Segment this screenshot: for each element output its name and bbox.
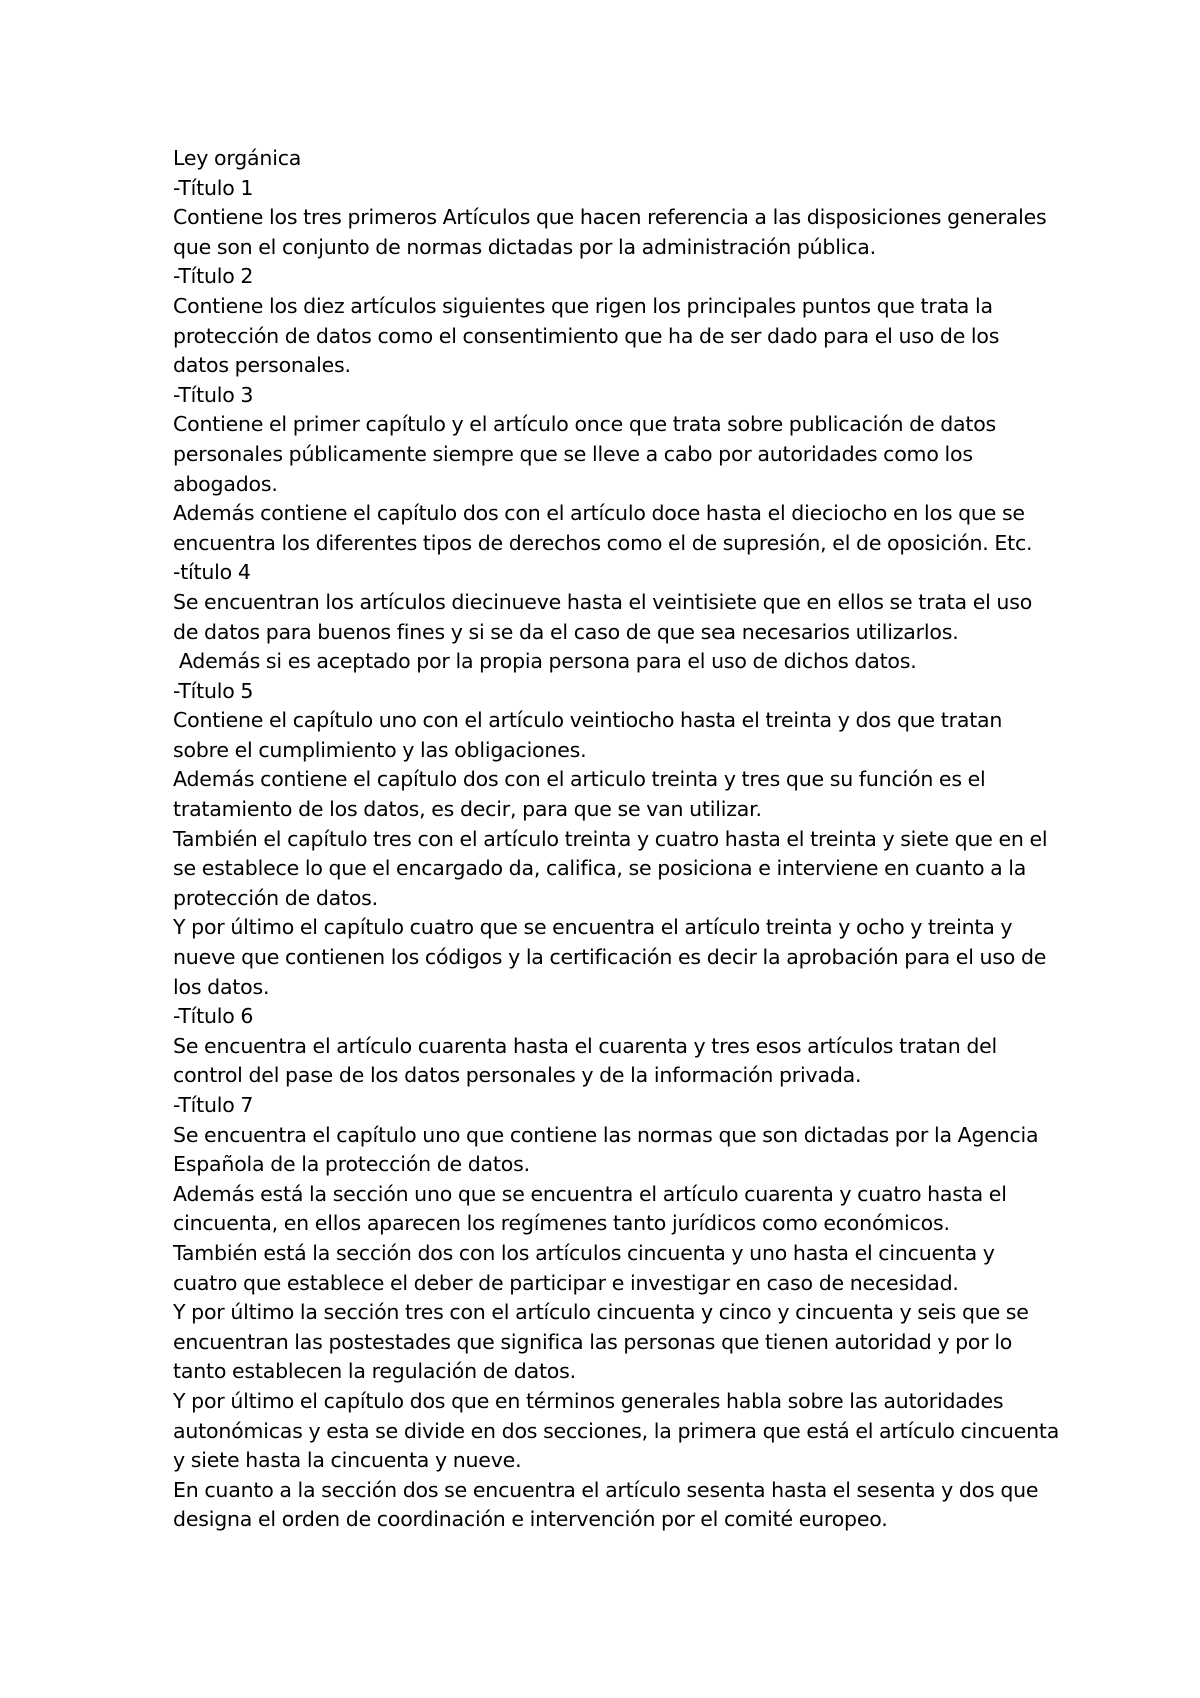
paragraph-line: se establece lo que el encargado da, califica, se posiciona e interviene en cuanto a la bbox=[173, 856, 1027, 881]
section-heading-titulo-2: -Título 2 bbox=[173, 264, 254, 289]
paragraph-line: de datos para buenos fines y si se da el caso de que sea necesarios utilizarlos. bbox=[173, 619, 959, 644]
paragraph-line: nueve que contienen los códigos y la certificación es decir la aprobación para el uso de bbox=[173, 945, 1047, 970]
paragraph-line: Se encuentra el capítulo uno que contiene las normas que son dictadas por la Agencia bbox=[173, 1122, 1039, 1147]
paragraph-line: También el capítulo tres con el artículo treinta y cuatro hasta el treinta y siete que en el bbox=[173, 826, 1048, 851]
paragraph-line: Española de la protección de datos. bbox=[173, 1152, 530, 1177]
paragraph-line: Contiene el capítulo uno con el artículo veintiocho hasta el treinta y dos que tratan bbox=[173, 708, 1003, 733]
section-heading-titulo-6: -Título 6 bbox=[173, 1004, 254, 1029]
paragraph-line: Se encuentran los artículos diecinueve hasta el veintisiete que en ellos se trata el uso bbox=[173, 589, 1033, 614]
paragraph-line: abogados. bbox=[173, 471, 278, 496]
paragraph-line: autonómicas y esta se divide en dos secciones, la primera que está el artículo cincuenta bbox=[173, 1418, 1060, 1443]
document-title: Ley orgánica bbox=[173, 146, 302, 170]
paragraph-line: Contiene los diez artículos siguientes que rigen los principales puntos que trata la bbox=[173, 293, 993, 318]
paragraph-line: designa el orden de coordinación e intervención por el comité europeo. bbox=[173, 1507, 888, 1532]
section-heading-titulo-3: -Título 3 bbox=[173, 382, 254, 407]
paragraph-line: cuatro que establece el deber de participar e investigar en caso de necesidad. bbox=[173, 1270, 959, 1295]
paragraph-line: que son el conjunto de normas dictadas por la administración pública. bbox=[173, 234, 876, 259]
paragraph-line: Además si es aceptado por la propia persona para el uso de dichos datos. bbox=[173, 649, 917, 674]
paragraph-line: los datos. bbox=[173, 974, 270, 999]
section-heading-titulo-5: -Título 5 bbox=[173, 678, 254, 703]
paragraph-line: sobre el cumplimiento y las obligaciones. bbox=[173, 737, 587, 762]
document-body bbox=[173, 144, 1060, 1535]
paragraph-line: personales públicamente siempre que se lleve a cabo por autoridades como los bbox=[173, 441, 973, 466]
paragraph-line: Contiene los tres primeros Artículos que hacen referencia a las disposiciones generales bbox=[173, 205, 1047, 230]
paragraph-line: Además contiene el capítulo dos con el articulo treinta y tres que su función es el bbox=[173, 767, 986, 792]
paragraph-line: encuentran las postestades que significa las personas que tienen autoridad y por lo bbox=[173, 1329, 1013, 1354]
paragraph-line: Y por último el capítulo dos que en términos generales habla sobre las autoridades bbox=[173, 1388, 1004, 1413]
paragraph-line: Contiene el primer capítulo y el artículo once que trata sobre publicación de datos bbox=[173, 412, 997, 437]
paragraph-line: control del pase de los datos personales y de la información privada. bbox=[173, 1063, 862, 1088]
paragraph-line: y siete hasta la cincuenta y nueve. bbox=[173, 1448, 522, 1473]
paragraph-line: Además está la sección uno que se encuentra el artículo cuarenta y cuatro hasta el bbox=[173, 1181, 1007, 1206]
section-heading-titulo-4: -título 4 bbox=[173, 560, 251, 585]
paragraph-line: protección de datos como el consentimiento que ha de ser dado para el uso de los bbox=[173, 323, 1000, 348]
paragraph-line: datos personales. bbox=[173, 353, 351, 378]
paragraph-line: Se encuentra el artículo cuarenta hasta el cuarenta y tres esos artículos tratan del bbox=[173, 1033, 998, 1058]
paragraph-line: Además contiene el capítulo dos con el artículo doce hasta el dieciocho en los que se bbox=[173, 501, 1025, 526]
paragraph-line: También está la sección dos con los artículos cincuenta y uno hasta el cincuenta y bbox=[173, 1240, 995, 1265]
paragraph-line: Y por último el capítulo cuatro que se encuentra el artículo treinta y ocho y treinta y bbox=[173, 915, 1013, 940]
paragraph-line: protección de datos. bbox=[173, 885, 378, 910]
paragraph-line: Y por último la sección tres con el artículo cincuenta y cinco y cincuenta y seis que se bbox=[173, 1300, 1029, 1325]
section-heading-titulo-1: -Título 1 bbox=[173, 175, 254, 200]
paragraph-line: En cuanto a la sección dos se encuentra el artículo sesenta hasta el sesenta y dos que bbox=[173, 1477, 1039, 1502]
section-heading-titulo-7: -Título 7 bbox=[173, 1093, 254, 1117]
paragraph-line: tanto establecen la regulación de datos. bbox=[173, 1359, 576, 1384]
paragraph-line: cincuenta, en ellos aparecen los regímenes tanto jurídicos como económicos. bbox=[173, 1211, 950, 1236]
paragraph-line: tratamiento de los datos, es decir, para que se van utilizar. bbox=[173, 797, 762, 822]
paragraph-line: encuentra los diferentes tipos de derechos como el de supresión, el de oposición. Etc. bbox=[173, 530, 1033, 555]
